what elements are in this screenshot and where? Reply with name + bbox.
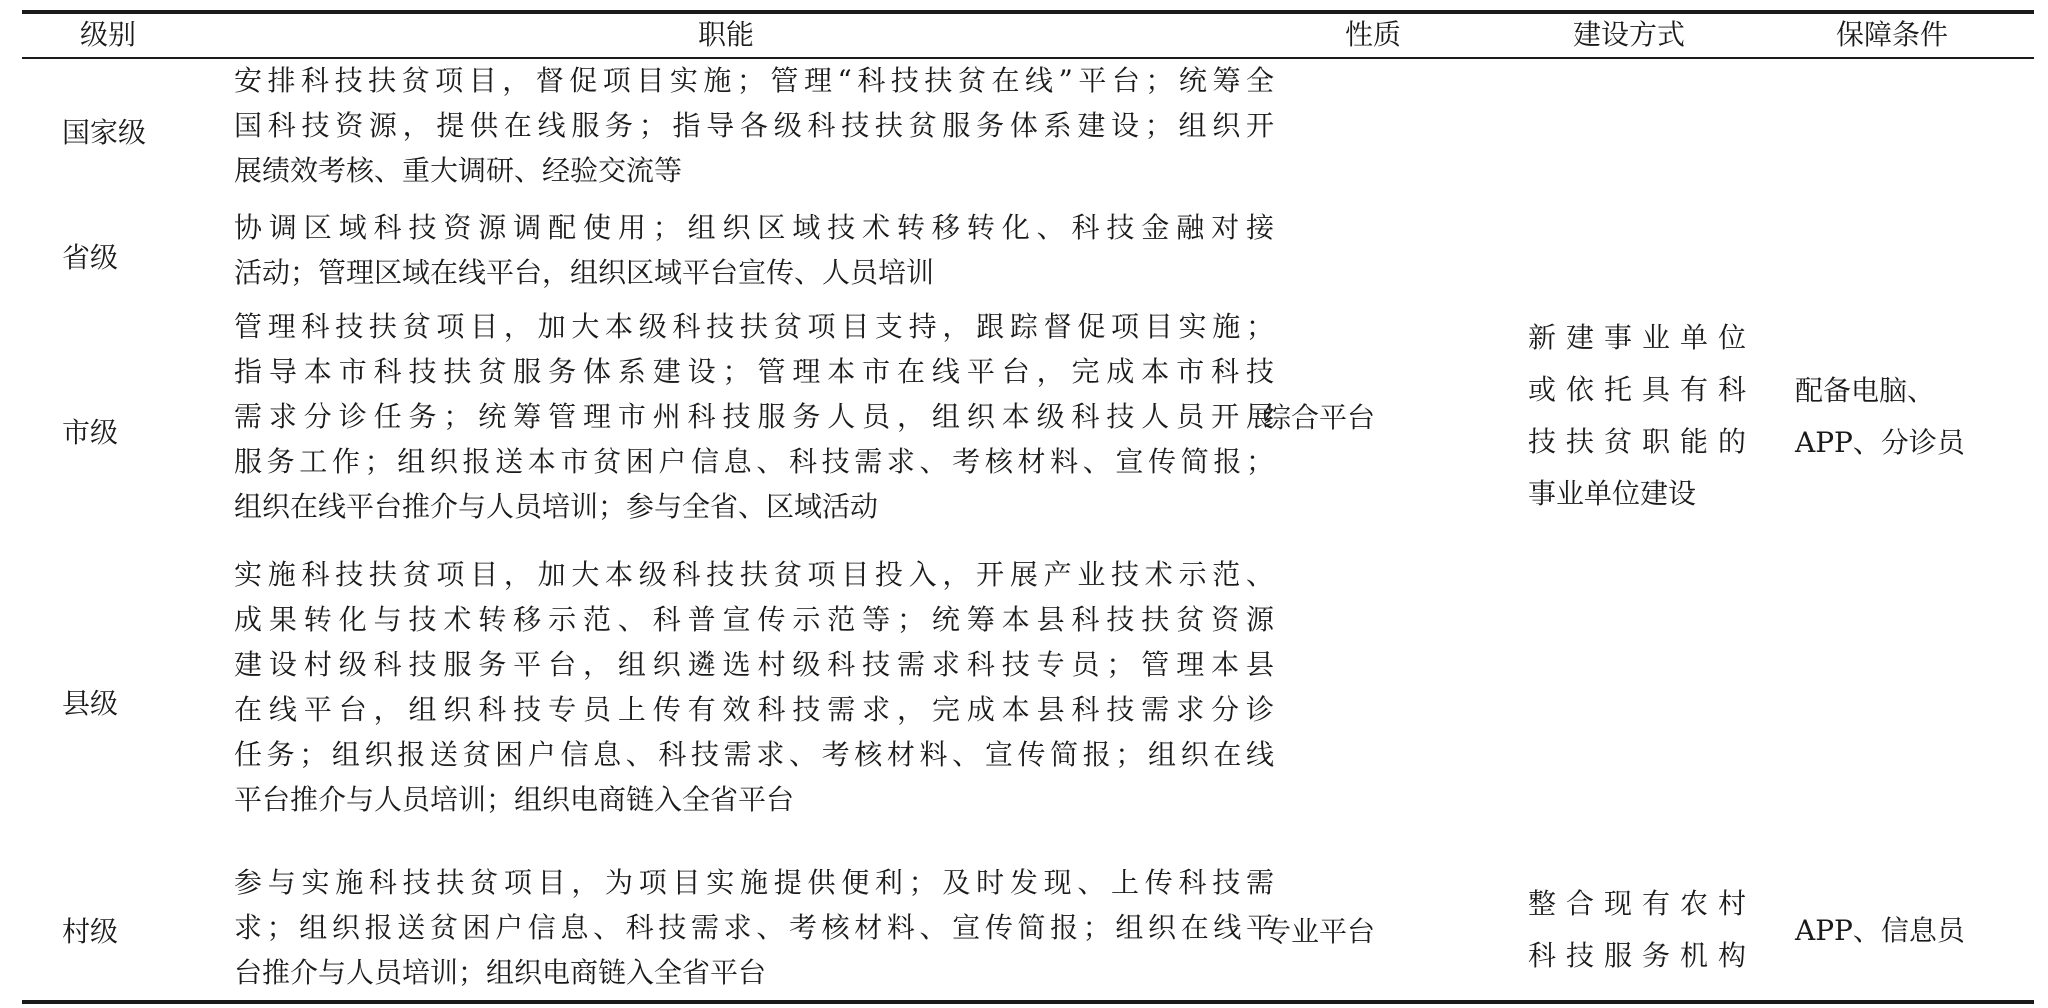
table-bottom-rule [22,1000,2034,1004]
duties-line: 参与实施科技扶贫项目，为项目实施提供便利；及时发现、上传科技需 [234,866,1274,899]
row-duties-village [234,860,1274,995]
build-method-group2 [1528,878,1746,982]
duties-line: 国科技资源，提供在线服务；指导各级科技扶贫服务体系建设；组织开 [234,109,1274,142]
duties-line: 协调区域科技资源调配使用；组织区域技术转移转化、科技金融对接 [234,211,1274,244]
duties-line: 台推介与人员培训；组织电商链入全省平台 [234,956,767,989]
support-line: APP、信息员 [1795,914,1965,947]
build-method-line: 整合现有农村 [1528,887,1746,920]
duties-line: 展绩效考核、重大调研、经验交流等 [234,154,683,187]
header-duties: 职能 [698,18,755,51]
support-line: APP、分诊员 [1795,426,1965,459]
duties-line: 管理科技扶贫项目，加大本级科技扶贫项目支持，跟踪督促项目实施； [234,310,1274,343]
table-top-rule [22,10,2034,14]
build-method-line: 新建事业单位 [1528,321,1746,354]
row-duties-national [234,58,1274,193]
build-method-line: 事业单位建设 [1528,477,1697,510]
row-level-province: 省级 [62,241,119,274]
build-method-line: 或依托具有科 [1528,373,1746,406]
duties-line: 安排科技扶贫项目，督促项目实施；管理“科技扶贫在线”平台；统筹全 [234,64,1274,97]
nature-specialized: 专业平台 [1263,915,1376,948]
header-build-method: 建设方式 [1573,18,1686,51]
duties-line: 平台推介与人员培训；组织电商链入全省平台 [234,783,795,816]
row-level-city: 市级 [62,416,119,449]
support-group2 [1795,905,1965,957]
duties-line: 在线平台，组织科技专员上传有效科技需求，完成本县科技需求分诊 [234,693,1274,726]
build-method-line: 科技服务机构 [1528,939,1746,972]
duties-line: 建设村级科技服务平台，组织遴选村级科技需求科技专员；管理本县 [234,648,1274,681]
row-duties-county [234,552,1274,822]
support-group1 [1795,365,1965,469]
row-duties-province [234,205,1274,295]
header-nature: 性质 [1345,18,1402,51]
duties-line: 需求分诊任务；统筹管理市州科技服务人员，组织本级科技人员开展 [234,400,1274,433]
duties-line: 成果转化与技术转移示范、科普宣传示范等；统筹本县科技扶贫资源 [234,603,1274,636]
duties-line: 任务；组织报送贫困户信息、科技需求、考核材料、宣传简报；组织在线 [234,738,1274,771]
duties-line: 活动；管理区域在线平台，组织区域平台宣传、人员培训 [234,256,935,289]
row-level-county: 县级 [62,687,119,720]
build-method-group1 [1528,312,1746,520]
row-duties-city [234,304,1274,529]
duties-line: 求；组织报送贫困户信息、科技需求、考核材料、宣传简报；组织在线平 [234,911,1274,944]
duties-line: 指导本市科技扶贫服务体系建设；管理本市在线平台，完成本市科技 [234,355,1274,388]
row-level-national: 国家级 [62,116,147,149]
nature-comprehensive: 综合平台 [1263,401,1376,434]
row-level-village: 村级 [62,915,119,948]
duties-line: 服务工作；组织报送本市贫困户信息、科技需求、考核材料、宣传简报； [234,445,1274,478]
build-method-line: 技扶贫职能的 [1528,425,1746,458]
header-support: 保障条件 [1836,18,1949,51]
header-level: 级别 [80,18,137,51]
duties-line: 实施科技扶贫项目，加大本级科技扶贫项目投入，开展产业技术示范、 [234,558,1274,591]
duties-line: 组织在线平台推介与人员培训；参与全省、区域活动 [234,490,879,523]
support-line: 配备电脑、 [1795,374,1936,407]
